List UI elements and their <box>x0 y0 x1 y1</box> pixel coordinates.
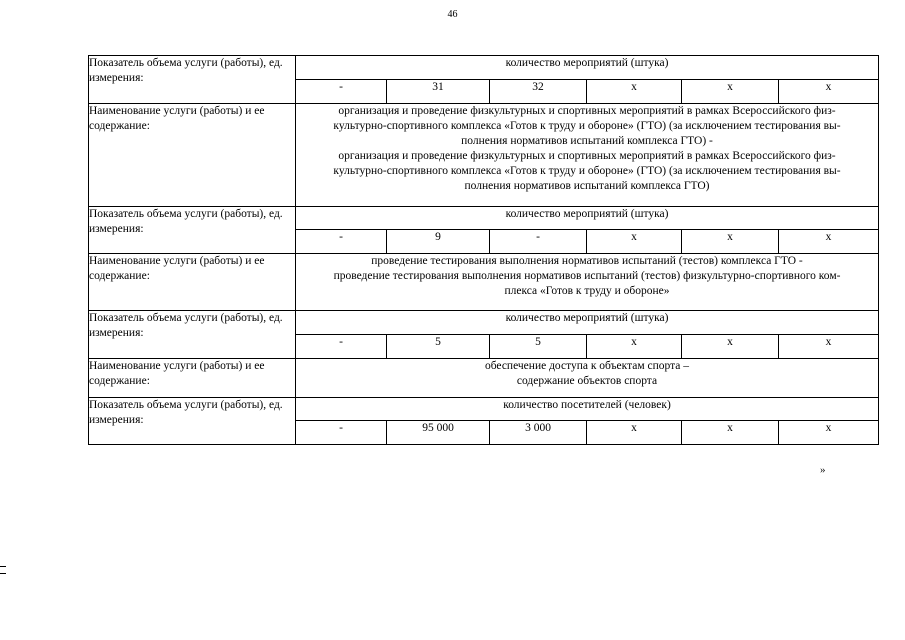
margin-marks <box>0 566 7 580</box>
volume-unit: количество мероприятий (штука) <box>296 207 879 230</box>
margin-mark <box>0 573 6 574</box>
volume-unit: количество мероприятий (штука) <box>296 311 879 335</box>
value-cell: х <box>779 80 879 104</box>
volume-indicator-label: Показатель объема услуги (работы), ед. измерения: <box>89 311 296 359</box>
value-cell: 32 <box>490 80 587 104</box>
service-name-label: Наименование услуги (работы) и ее содержание: <box>89 359 296 398</box>
value-cell: х <box>779 335 879 359</box>
service-content-line: содержание объектов спорта <box>516 375 658 387</box>
service-content-line: культурно-спортивного комплекса «Готов к труду и обороне» (ГТО) (за исключением тестирования вы- <box>333 120 841 132</box>
value-cell: 3 000 <box>490 421 587 445</box>
service-content-line: организация и проведение физкультурных и спортивных мероприятий в рамках Всероссийского физ- <box>338 105 836 117</box>
service-name-label: Наименование услуги (работы) и ее содержание: <box>89 104 296 207</box>
value-cell: 31 <box>387 80 490 104</box>
volume-indicator-label: Показатель объема услуги (работы), ед. измерения: <box>89 398 296 445</box>
value-cell: - <box>296 230 387 254</box>
value-cell: - <box>296 80 387 104</box>
value-cell: 5 <box>387 335 490 359</box>
value-cell: х <box>587 80 682 104</box>
value-cell: х <box>682 230 779 254</box>
service-content <box>296 254 879 311</box>
value-cell: х <box>682 335 779 359</box>
volume-indicator-label: Показатель объема услуги (работы), ед. измерения: <box>89 56 296 104</box>
closing-quote: » <box>820 464 826 476</box>
volume-unit: количество мероприятий (штука) <box>296 56 879 80</box>
value-cell: х <box>779 421 879 445</box>
value-cell: х <box>682 80 779 104</box>
value-cell: х <box>779 230 879 254</box>
service-content-line: культурно-спортивного комплекса «Готов к труду и обороне» (ГТО) (за исключением тестирования вы- <box>333 165 841 177</box>
value-cell: 95 000 <box>387 421 490 445</box>
service-content-line: обеспечение доступа к объектам спорта – <box>484 360 690 372</box>
page-number: 46 <box>447 9 458 20</box>
service-content-line: проведение тестирования выполнения нормативов испытаний (тестов) физкультурно-спортивного ком- <box>333 270 841 282</box>
value-cell: 9 <box>387 230 490 254</box>
value-cell: х <box>587 230 682 254</box>
service-content-line: полнения нормативов испытаний комплекса ГТО) <box>464 180 710 192</box>
service-content-line: плекса «Готов к труду и обороне» <box>504 285 670 297</box>
service-content <box>296 104 879 207</box>
value-cell: - <box>296 421 387 445</box>
service-name-label: Наименование услуги (работы) и ее содержание: <box>89 254 296 311</box>
service-content-line: организация и проведение физкультурных и спортивных мероприятий в рамках Всероссийского физ- <box>338 150 836 162</box>
volume-unit: количество посетителей (человек) <box>296 398 879 421</box>
value-cell: - <box>490 230 587 254</box>
service-content <box>296 359 879 398</box>
value-cell: х <box>587 335 682 359</box>
value-cell: 5 <box>490 335 587 359</box>
value-cell: - <box>296 335 387 359</box>
service-content-line: полнения нормативов испытаний комплекса ГТО) - <box>461 135 713 147</box>
margin-mark <box>0 566 6 567</box>
value-cell: х <box>587 421 682 445</box>
value-cell: х <box>682 421 779 445</box>
volume-indicator-label: Показатель объема услуги (работы), ед. измерения: <box>89 207 296 254</box>
service-volume-table <box>88 55 879 445</box>
service-content-line: проведение тестирования выполнения нормативов испытаний (тестов) комплекса ГТО - <box>371 255 803 267</box>
